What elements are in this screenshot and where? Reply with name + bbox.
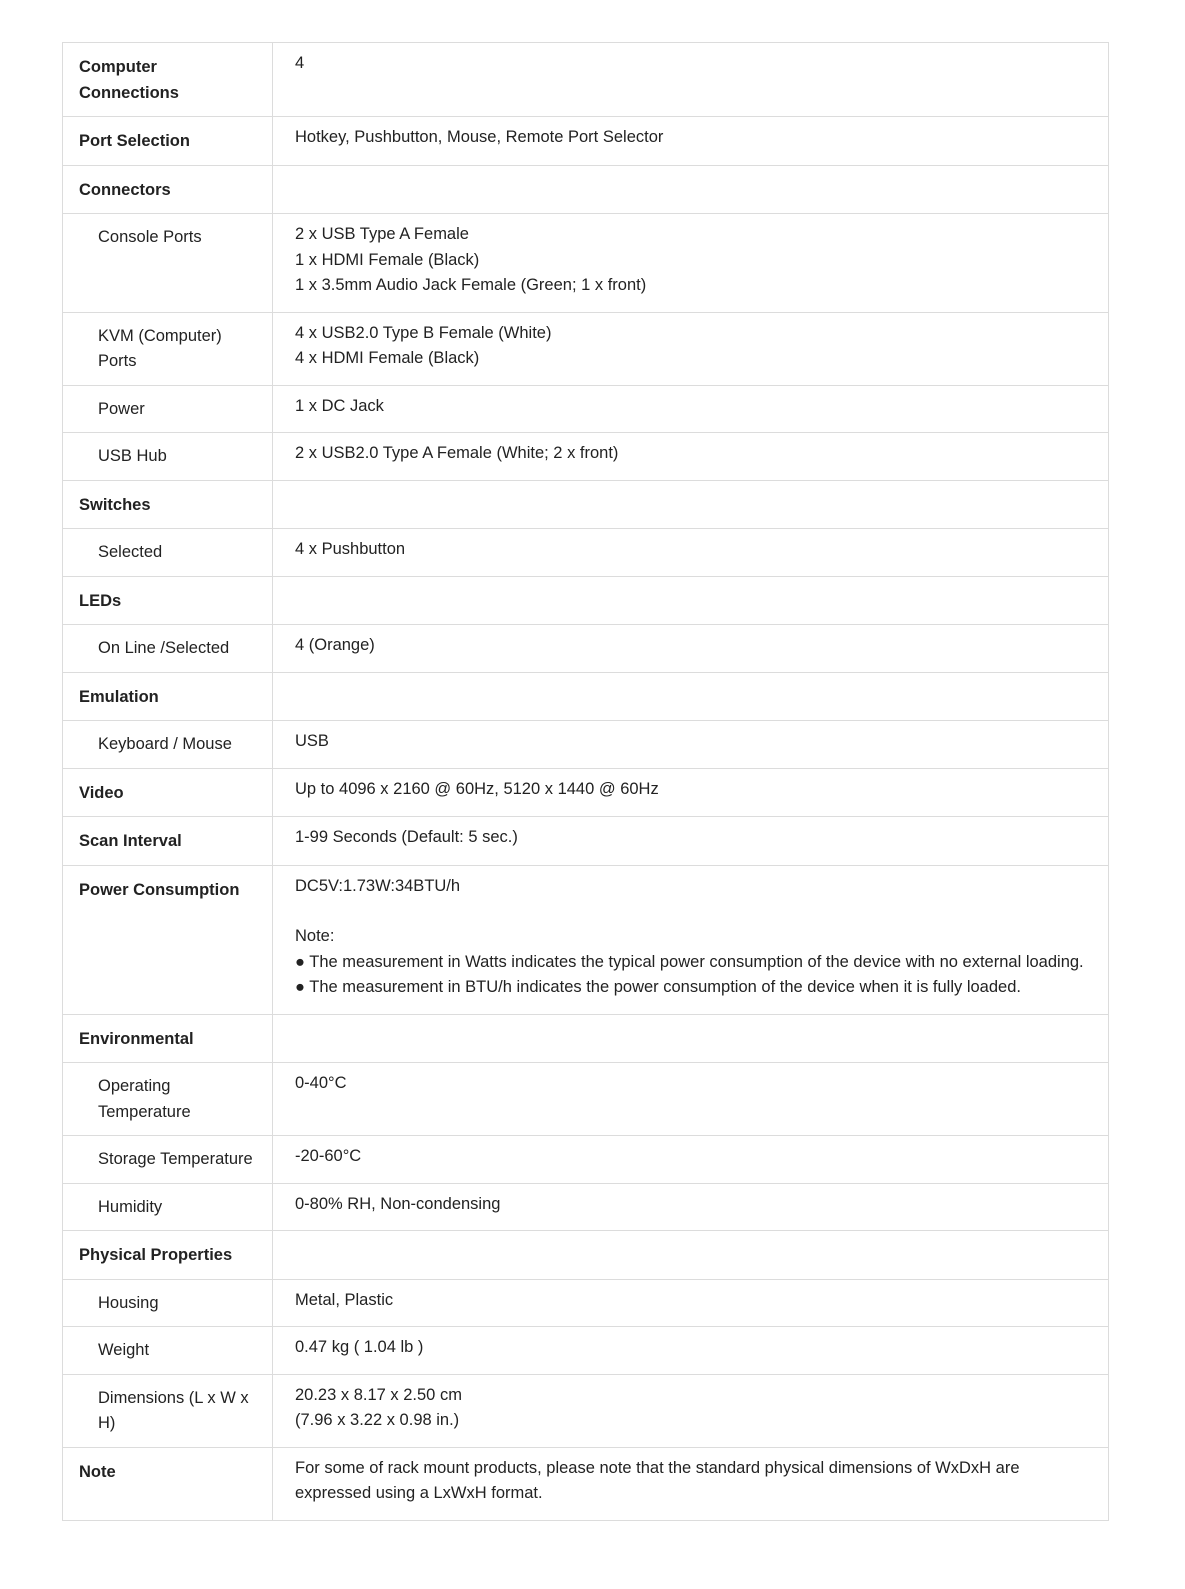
spec-row-port-selection xyxy=(63,117,1109,166)
spec-row-on-line-selected xyxy=(63,625,1109,673)
spec-group-row-switches xyxy=(63,480,1109,529)
spec-value xyxy=(273,1374,1109,1447)
spec-row-note xyxy=(63,1447,1109,1520)
spec-value xyxy=(273,817,1109,866)
spec-value-line: For some of rack mount products, please note that the standard physical dimensions of WxDxH are expressed using a LxWxH format. xyxy=(295,1458,1020,1502)
spec-label: Power xyxy=(63,385,273,433)
spec-value-line: USB xyxy=(295,732,329,750)
spec-label: Port Selection xyxy=(63,117,273,166)
spec-label: Console Ports xyxy=(63,214,273,313)
spec-value-line: Up to 4096 x 2160 @ 60Hz, 5120 x 1440 @ 60Hz xyxy=(295,779,659,798)
spec-group-row-environmental xyxy=(63,1014,1109,1063)
spec-value-line: Hotkey, Pushbutton, Mouse, Remote Port Selector xyxy=(295,128,664,146)
spec-value-line: 1 x DC Jack xyxy=(295,396,384,415)
spec-row-usb-hub xyxy=(63,433,1109,481)
spec-value-line: 1-99 Seconds (Default: 5 sec.) xyxy=(295,828,518,846)
spec-row-power-consumption xyxy=(63,865,1109,1014)
spec-value xyxy=(273,672,1109,721)
spec-value-line: 4 x HDMI Female (Black) xyxy=(295,349,480,367)
spec-label: Housing xyxy=(63,1279,273,1327)
spec-value-line: (7.96 x 3.22 x 0.98 in.) xyxy=(295,1411,460,1429)
spec-row-housing xyxy=(63,1279,1109,1327)
spec-group-heading: Environmental xyxy=(63,1014,273,1063)
spec-row-kvm-computer-ports xyxy=(63,312,1109,385)
spec-value-line: 1 x HDMI Female (Black) xyxy=(295,250,480,269)
spec-value-line: 0.47 kg ( 1.04 lb ) xyxy=(295,1338,424,1356)
spec-label: Selected xyxy=(63,529,273,577)
spec-value xyxy=(273,312,1109,385)
spec-group-row-leds xyxy=(63,576,1109,625)
spec-value-blank-line xyxy=(295,899,1096,924)
spec-value xyxy=(273,1014,1109,1063)
spec-value xyxy=(273,480,1109,529)
spec-value xyxy=(273,721,1109,769)
spec-value xyxy=(273,529,1109,577)
spec-label: On Line /Selected xyxy=(63,625,273,673)
spec-value-line: 2 x USB Type A Female xyxy=(295,225,469,243)
spec-row-keyboard-mouse xyxy=(63,721,1109,769)
spec-value xyxy=(273,576,1109,625)
spec-value-line: Note: xyxy=(295,927,335,945)
spec-value-line: 20.23 x 8.17 x 2.50 cm xyxy=(295,1385,462,1404)
spec-value-line: ● The measurement in Watts indicates the typical power consumption of the device with no external loading. xyxy=(295,952,1084,971)
spec-value xyxy=(273,165,1109,214)
spec-row-weight xyxy=(63,1327,1109,1375)
spec-row-operating-temperature xyxy=(63,1063,1109,1136)
spec-value xyxy=(273,1136,1109,1184)
spec-value-line: 2 x USB2.0 Type A Female (White; 2 x front) xyxy=(295,444,619,462)
spec-row-console-ports xyxy=(63,214,1109,313)
spec-value xyxy=(273,385,1109,433)
spec-value xyxy=(273,43,1109,117)
spec-value xyxy=(273,433,1109,481)
spec-value-line: ● The measurement in BTU/h indicates the power consumption of the device when it is fully loaded. xyxy=(295,978,1021,996)
spec-value-line: 4 x USB2.0 Type B Female (White) xyxy=(295,323,552,342)
spec-value-line: DC5V:1.73W:34BTU/h xyxy=(295,876,461,895)
spec-label: Storage Temperature xyxy=(63,1136,273,1184)
spec-label: KVM (Computer) Ports xyxy=(63,312,273,385)
spec-value-line: -20-60°C xyxy=(295,1147,362,1165)
spec-label: Video xyxy=(63,768,273,817)
specifications-table-body xyxy=(63,43,1109,1521)
spec-value xyxy=(273,117,1109,166)
spec-value xyxy=(273,1279,1109,1327)
spec-value xyxy=(273,214,1109,313)
spec-label: Keyboard / Mouse xyxy=(63,721,273,769)
spec-group-heading: Connectors xyxy=(63,165,273,214)
spec-value-line: 0-40°C xyxy=(295,1074,347,1092)
spec-value xyxy=(273,1183,1109,1231)
spec-group-row-connectors xyxy=(63,165,1109,214)
spec-value xyxy=(273,1063,1109,1136)
spec-label: Weight xyxy=(63,1327,273,1375)
spec-value-line: 0-80% RH, Non-condensing xyxy=(295,1194,501,1213)
spec-label: USB Hub xyxy=(63,433,273,481)
spec-group-heading: LEDs xyxy=(63,576,273,625)
spec-group-heading: Physical Properties xyxy=(63,1231,273,1280)
spec-row-storage-temperature xyxy=(63,1136,1109,1184)
spec-row-dimensions-l-x-w-x-h xyxy=(63,1374,1109,1447)
spec-label: Operating Temperature xyxy=(63,1063,273,1136)
spec-label: Note xyxy=(63,1447,273,1520)
spec-row-selected xyxy=(63,529,1109,577)
spec-group-heading: Switches xyxy=(63,480,273,529)
spec-value xyxy=(273,1447,1109,1520)
spec-label: Scan Interval xyxy=(63,817,273,866)
spec-row-computer-connections xyxy=(63,43,1109,117)
spec-row-scan-interval xyxy=(63,817,1109,866)
spec-value xyxy=(273,1327,1109,1375)
spec-value-line: 4 xyxy=(295,54,305,72)
spec-value-line: Metal, Plastic xyxy=(295,1290,394,1309)
specifications-table xyxy=(62,42,1109,1521)
spec-row-power xyxy=(63,385,1109,433)
spec-value xyxy=(273,768,1109,817)
spec-label: Humidity xyxy=(63,1183,273,1231)
spec-label: Dimensions (L x W x H) xyxy=(63,1374,273,1447)
spec-value xyxy=(273,625,1109,673)
spec-row-humidity xyxy=(63,1183,1109,1231)
spec-label: Power Consumption xyxy=(63,865,273,1014)
spec-value-line: 1 x 3.5mm Audio Jack Female (Green; 1 x front) xyxy=(295,276,647,294)
spec-row-video xyxy=(63,768,1109,817)
spec-group-row-emulation xyxy=(63,672,1109,721)
spec-value xyxy=(273,865,1109,1014)
spec-group-heading: Emulation xyxy=(63,672,273,721)
spec-value xyxy=(273,1231,1109,1280)
spec-label: Computer Connections xyxy=(63,43,273,117)
spec-value-line: 4 (Orange) xyxy=(295,636,375,654)
spec-group-row-physical-properties xyxy=(63,1231,1109,1280)
spec-value-line: 4 x Pushbutton xyxy=(295,540,406,558)
